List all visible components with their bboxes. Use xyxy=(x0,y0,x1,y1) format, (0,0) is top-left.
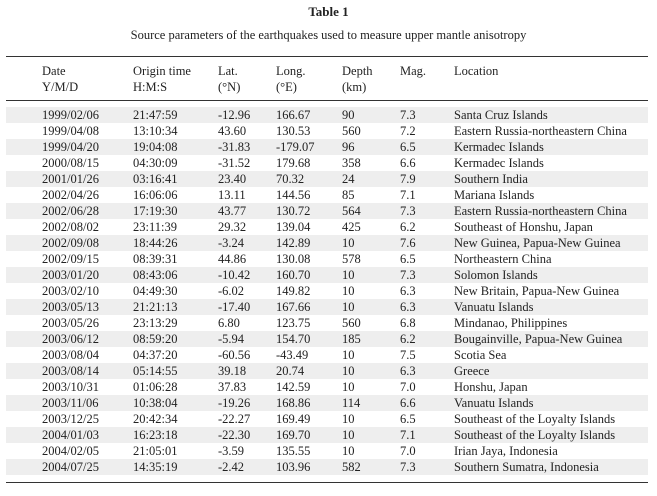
cell-location: Solomon Islands xyxy=(454,268,538,282)
cell-longitude: 139.04 xyxy=(276,220,311,234)
cell-longitude: 168.86 xyxy=(276,396,311,410)
cell-latitude: -12.96 xyxy=(218,108,251,122)
cell-date: 1999/04/20 xyxy=(42,140,99,154)
cell-date: 2003/02/10 xyxy=(42,284,99,298)
cell-latitude: 23.40 xyxy=(218,172,247,186)
cell-longitude: -43.49 xyxy=(276,348,309,362)
cell-date: 2002/09/15 xyxy=(42,252,99,266)
cell-longitude: -179.07 xyxy=(276,140,315,154)
cell-magnitude: 6.3 xyxy=(400,284,416,298)
top-rule xyxy=(6,56,648,57)
cell-magnitude: 7.5 xyxy=(400,348,416,362)
cell-magnitude: 7.1 xyxy=(400,428,416,442)
cell-origin-time: 08:59:20 xyxy=(133,332,178,346)
cell-location: New Guinea, Papua-New Guinea xyxy=(454,236,621,250)
cell-origin-time: 08:43:06 xyxy=(133,268,178,282)
cell-latitude: -10.42 xyxy=(218,268,251,282)
cell-depth: 24 xyxy=(342,172,355,186)
cell-origin-time: 04:30:09 xyxy=(133,156,178,170)
cell-depth: 10 xyxy=(342,444,355,458)
cell-longitude: 130.53 xyxy=(276,124,311,138)
cell-depth: 10 xyxy=(342,268,355,282)
cell-date: 2002/09/08 xyxy=(42,236,99,250)
cell-longitude: 169.70 xyxy=(276,428,311,442)
cell-depth: 358 xyxy=(342,156,361,170)
table-row xyxy=(6,331,648,347)
cell-origin-time: 05:14:55 xyxy=(133,364,178,378)
cell-date: 2003/12/25 xyxy=(42,412,99,426)
cell-origin-time: 19:04:08 xyxy=(133,140,178,154)
table-body xyxy=(6,107,648,475)
cell-magnitude: 6.6 xyxy=(400,156,416,170)
cell-location: Southern India xyxy=(454,172,528,186)
cell-date: 1999/04/08 xyxy=(42,124,99,138)
table-row xyxy=(6,107,648,123)
cell-longitude: 167.66 xyxy=(276,300,311,314)
cell-depth: 578 xyxy=(342,252,361,266)
cell-latitude: 29.32 xyxy=(218,220,247,234)
header-longitude: Long. (°E) xyxy=(276,64,306,94)
cell-latitude: -5.94 xyxy=(218,332,245,346)
table-row xyxy=(6,411,648,427)
cell-depth: 582 xyxy=(342,460,361,474)
cell-location: Southeast of the Loyalty Islands xyxy=(454,412,616,426)
cell-longitude: 130.72 xyxy=(276,204,311,218)
bottom-rule xyxy=(6,482,648,483)
header-latitude: Lat. (°N) xyxy=(218,64,241,94)
table-row xyxy=(6,459,648,475)
cell-longitude: 70.32 xyxy=(276,172,305,186)
cell-location: Scotia Sea xyxy=(454,348,507,362)
cell-date: 2003/11/06 xyxy=(42,396,99,410)
cell-magnitude: 6.2 xyxy=(400,220,416,234)
cell-depth: 85 xyxy=(342,188,355,202)
cell-latitude: 43.60 xyxy=(218,124,247,138)
cell-date: 2003/06/12 xyxy=(42,332,99,346)
cell-depth: 10 xyxy=(342,412,355,426)
table-row xyxy=(6,235,648,251)
cell-longitude: 166.67 xyxy=(276,108,311,122)
cell-depth: 425 xyxy=(342,220,361,234)
cell-location: Kermadec Islands xyxy=(454,156,544,170)
cell-magnitude: 7.3 xyxy=(400,108,416,122)
cell-magnitude: 7.6 xyxy=(400,236,416,250)
cell-magnitude: 6.5 xyxy=(400,140,416,154)
table-number: Table 1 xyxy=(308,4,349,19)
cell-origin-time: 14:35:19 xyxy=(133,460,178,474)
cell-depth: 10 xyxy=(342,300,355,314)
cell-latitude: -22.27 xyxy=(218,412,251,426)
cell-origin-time: 23:11:39 xyxy=(133,220,177,234)
table-row xyxy=(6,155,648,171)
cell-depth: 185 xyxy=(342,332,361,346)
table-row xyxy=(6,267,648,283)
cell-origin-time: 13:10:34 xyxy=(133,124,178,138)
cell-depth: 564 xyxy=(342,204,361,218)
cell-magnitude: 7.9 xyxy=(400,172,416,186)
cell-date: 2003/08/04 xyxy=(42,348,99,362)
cell-latitude: -3.59 xyxy=(218,444,245,458)
cell-location: New Britain, Papua-New Guinea xyxy=(454,284,620,298)
cell-origin-time: 17:19:30 xyxy=(133,204,178,218)
table-row xyxy=(6,315,648,331)
table-row xyxy=(6,283,648,299)
cell-magnitude: 6.6 xyxy=(400,396,416,410)
cell-depth: 560 xyxy=(342,124,361,138)
table-row xyxy=(6,443,648,459)
cell-magnitude: 7.3 xyxy=(400,460,416,474)
header-date: Date Y/M/D xyxy=(42,64,79,94)
cell-location: Greece xyxy=(454,364,490,378)
cell-origin-time: 21:05:01 xyxy=(133,444,178,458)
cell-depth: 114 xyxy=(342,396,361,410)
cell-origin-time: 16:23:18 xyxy=(133,428,178,442)
cell-date: 1999/02/06 xyxy=(42,108,99,122)
header-depth: Depth (km) xyxy=(342,64,373,94)
cell-latitude: 13.11 xyxy=(218,188,246,202)
cell-origin-time: 08:39:31 xyxy=(133,252,178,266)
cell-location: Santa Cruz Islands xyxy=(454,108,548,122)
table-row xyxy=(6,139,648,155)
cell-longitude: 154.70 xyxy=(276,332,311,346)
cell-depth: 10 xyxy=(342,236,355,250)
cell-date: 2004/02/05 xyxy=(42,444,99,458)
cell-latitude: 44.86 xyxy=(218,252,247,266)
cell-depth: 560 xyxy=(342,316,361,330)
cell-longitude: 169.49 xyxy=(276,412,311,426)
cell-location: Eastern Russia-northeastern China xyxy=(454,204,627,218)
cell-origin-time: 03:16:41 xyxy=(133,172,178,186)
cell-magnitude: 6.5 xyxy=(400,252,416,266)
header-magnitude: Mag. xyxy=(400,64,427,78)
cell-date: 2003/08/14 xyxy=(42,364,99,378)
cell-longitude: 144.56 xyxy=(276,188,311,202)
cell-location: Honshu, Japan xyxy=(454,380,528,394)
cell-location: Southern Sumatra, Indonesia xyxy=(454,460,599,474)
cell-latitude: -17.40 xyxy=(218,300,251,314)
cell-location: Southeast of Honshu, Japan xyxy=(454,220,593,234)
cell-magnitude: 6.3 xyxy=(400,300,416,314)
table-row xyxy=(6,395,648,411)
cell-depth: 10 xyxy=(342,380,355,394)
table-row xyxy=(6,363,648,379)
cell-location: Kermadec Islands xyxy=(454,140,544,154)
header-origin-time: Origin time H:M:S xyxy=(133,64,191,94)
cell-latitude: -3.24 xyxy=(218,236,245,250)
cell-magnitude: 6.3 xyxy=(400,364,416,378)
cell-date: 2003/10/31 xyxy=(42,380,99,394)
table-row xyxy=(6,347,648,363)
cell-longitude: 123.75 xyxy=(276,316,311,330)
header-rule xyxy=(6,100,648,101)
cell-longitude: 20.74 xyxy=(276,364,305,378)
table-row xyxy=(6,251,648,267)
cell-magnitude: 6.5 xyxy=(400,412,416,426)
cell-origin-time: 21:47:59 xyxy=(133,108,178,122)
cell-location: Eastern Russia-northeastern China xyxy=(454,124,627,138)
cell-latitude: 39.18 xyxy=(218,364,247,378)
table-row xyxy=(6,219,648,235)
table-row xyxy=(6,203,648,219)
cell-longitude: 142.89 xyxy=(276,236,311,250)
cell-magnitude: 7.3 xyxy=(400,268,416,282)
cell-location: Mindanao, Philippines xyxy=(454,316,568,330)
cell-date: 2000/08/15 xyxy=(42,156,99,170)
cell-latitude: 43.77 xyxy=(218,204,247,218)
cell-date: 2001/01/26 xyxy=(42,172,99,186)
cell-date: 2003/05/13 xyxy=(42,300,99,314)
cell-date: 2002/06/28 xyxy=(42,204,99,218)
cell-latitude: 37.83 xyxy=(218,380,247,394)
cell-longitude: 135.55 xyxy=(276,444,311,458)
cell-latitude: -22.30 xyxy=(218,428,251,442)
table-row xyxy=(6,379,648,395)
cell-depth: 10 xyxy=(342,284,355,298)
cell-date: 2002/04/26 xyxy=(42,188,99,202)
cell-magnitude: 6.8 xyxy=(400,316,416,330)
cell-location: Vanuatu Islands xyxy=(454,300,534,314)
cell-depth: 90 xyxy=(342,108,355,122)
cell-date: 2002/08/02 xyxy=(42,220,99,234)
cell-latitude: 6.80 xyxy=(218,316,240,330)
cell-depth: 10 xyxy=(342,364,355,378)
cell-longitude: 142.59 xyxy=(276,380,311,394)
table-header xyxy=(0,63,657,97)
cell-date: 2004/01/03 xyxy=(42,428,99,442)
cell-location: Irian Jaya, Indonesia xyxy=(454,444,558,458)
cell-longitude: 103.96 xyxy=(276,460,311,474)
cell-location: Bougainville, Papua-New Guinea xyxy=(454,332,623,346)
cell-magnitude: 7.3 xyxy=(400,204,416,218)
cell-origin-time: 20:42:34 xyxy=(133,412,178,426)
cell-latitude: -2.42 xyxy=(218,460,245,474)
cell-latitude: -31.83 xyxy=(218,140,251,154)
cell-origin-time: 18:44:26 xyxy=(133,236,178,250)
cell-location: Northeastern China xyxy=(454,252,552,266)
cell-magnitude: 7.0 xyxy=(400,444,416,458)
table-row xyxy=(6,187,648,203)
table-row xyxy=(6,123,648,139)
cell-longitude: 179.68 xyxy=(276,156,311,170)
cell-date: 2003/01/20 xyxy=(42,268,99,282)
cell-origin-time: 04:49:30 xyxy=(133,284,178,298)
cell-origin-time: 04:37:20 xyxy=(133,348,178,362)
cell-date: 2003/05/26 xyxy=(42,316,99,330)
cell-latitude: -31.52 xyxy=(218,156,251,170)
cell-depth: 10 xyxy=(342,428,355,442)
cell-magnitude: 7.2 xyxy=(400,124,416,138)
cell-date: 2004/07/25 xyxy=(42,460,99,474)
cell-origin-time: 01:06:28 xyxy=(133,380,178,394)
cell-depth: 10 xyxy=(342,348,355,362)
table-row xyxy=(6,299,648,315)
cell-longitude: 160.70 xyxy=(276,268,311,282)
cell-magnitude: 7.1 xyxy=(400,188,416,202)
header-location: Location xyxy=(454,64,499,78)
cell-latitude: -19.26 xyxy=(218,396,251,410)
cell-origin-time: 23:13:29 xyxy=(133,316,178,330)
table-row xyxy=(6,171,648,187)
cell-location: Southeast of the Loyalty Islands xyxy=(454,428,616,442)
table-row xyxy=(6,427,648,443)
cell-longitude: 149.82 xyxy=(276,284,311,298)
cell-magnitude: 7.0 xyxy=(400,380,416,394)
cell-origin-time: 21:21:13 xyxy=(133,300,178,314)
cell-latitude: -6.02 xyxy=(218,284,245,298)
cell-magnitude: 6.2 xyxy=(400,332,416,346)
cell-longitude: 130.08 xyxy=(276,252,311,266)
cell-depth: 96 xyxy=(342,140,355,154)
cell-location: Mariana Islands xyxy=(454,188,535,202)
cell-origin-time: 16:06:06 xyxy=(133,188,178,202)
table-caption: Source parameters of the earthquakes used to measure upper mantle anisotropy xyxy=(130,28,527,42)
cell-origin-time: 10:38:04 xyxy=(133,396,178,410)
cell-location: Vanuatu Islands xyxy=(454,396,534,410)
cell-latitude: -60.56 xyxy=(218,348,251,362)
